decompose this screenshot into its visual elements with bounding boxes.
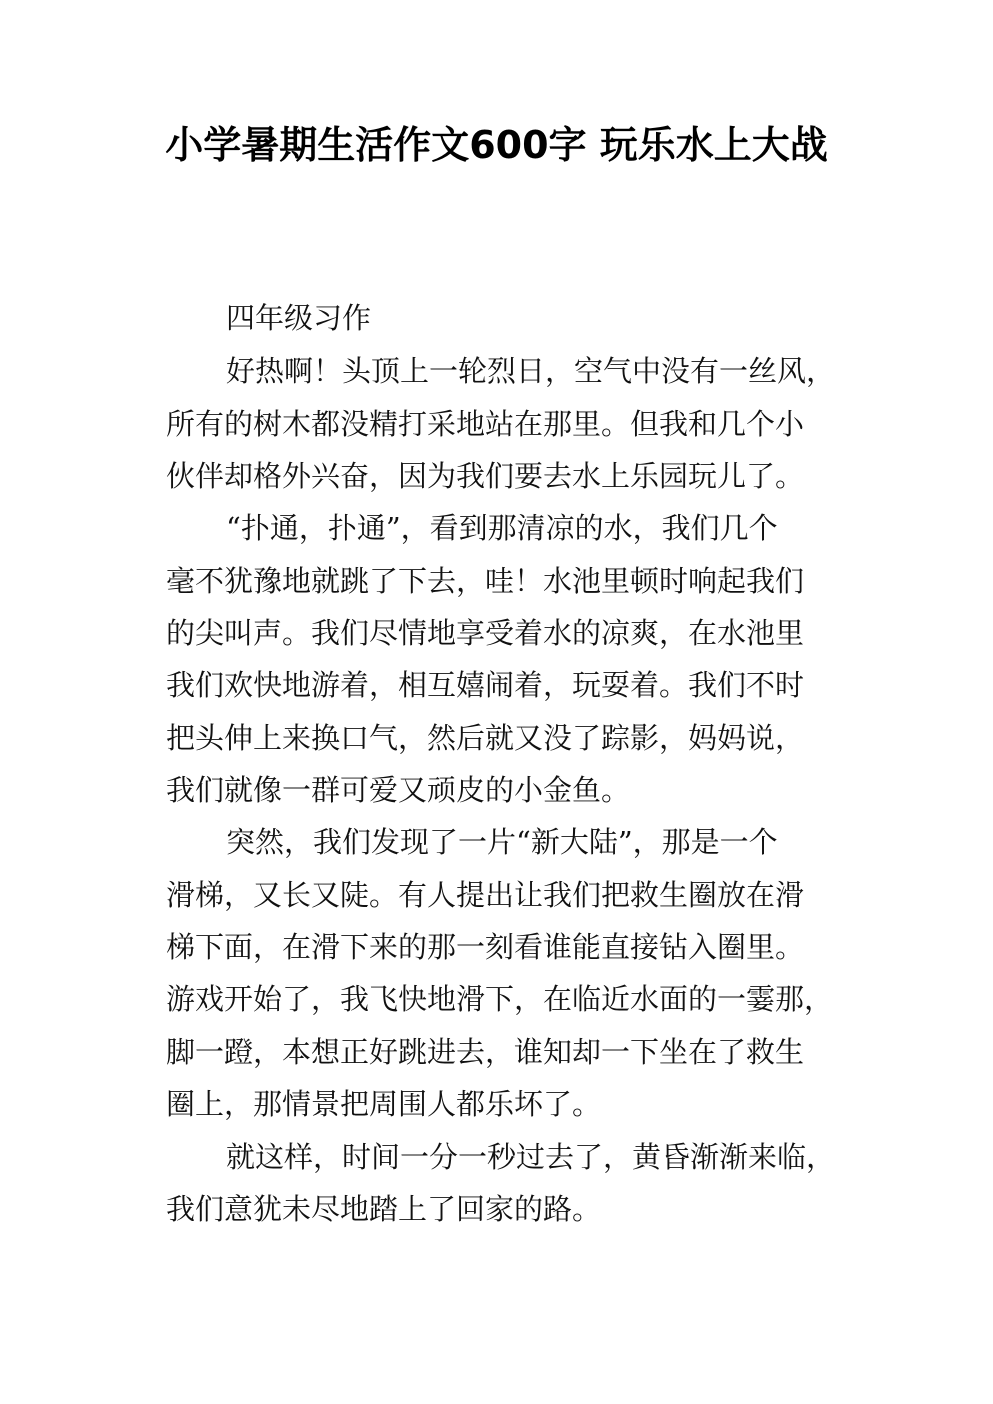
paragraph-2-line-6: 我们就像一群可爱又顽皮的小金鱼。 (166, 773, 631, 807)
paragraph-3-line-3: 梯下面，在滑下来的那一刻看谁能直接钻入圈里。 (166, 930, 805, 964)
paragraph-2-line-5: 把头伸上来换口气，然后就又没了踪影，妈妈说， (166, 721, 805, 755)
paragraph-3-line-4: 游戏开始了，我飞快地滑下，在临近水面的一霎那， (166, 982, 834, 1016)
document-title: 小学暑期生活作文600字 玩乐水上大战 (165, 123, 828, 167)
paragraph-3-line-5: 脚一蹬，本想正好跳进去，谁知却一下坐在了救生 (166, 1035, 805, 1069)
paragraph-2-line-1: “扑通，扑通”，看到那清凉的水，我们几个 (226, 511, 778, 545)
paragraph-3-line-6: 圈上，那情景把周围人都乐坏了。 (166, 1087, 602, 1121)
paragraph-3-line-1: 突然，我们发现了一片“新大陆”，那是一个 (226, 825, 778, 859)
paragraph-4-line-1: 就这样，时间一分一秒过去了，黄昏渐渐来临， (226, 1140, 836, 1174)
paragraph-4-line-2: 我们意犹未尽地踏上了回家的路。 (166, 1192, 602, 1226)
paragraph-2-line-2: 毫不犹豫地就跳了下去，哇！水池里顿时响起我们 (166, 564, 805, 598)
paragraph-1-line-1: 好热啊！头顶上一轮烈日，空气中没有一丝风， (226, 354, 836, 388)
paragraph-3-line-2: 滑梯，又长又陡。有人提出让我们把救生圈放在滑 (166, 878, 805, 912)
grade-label: 四年级习作 (226, 301, 372, 335)
paragraph-1-line-2: 所有的树木都没精打采地站在那里。但我和几个小 (166, 407, 805, 441)
paragraph-1-line-3: 伙伴却格外兴奋，因为我们要去水上乐园玩儿了。 (166, 459, 805, 493)
paragraph-2-line-3: 的尖叫声。我们尽情地享受着水的凉爽，在水池里 (166, 616, 805, 650)
paragraph-2-line-4: 我们欢快地游着，相互嬉闹着，玩耍着。我们不时 (166, 668, 805, 702)
